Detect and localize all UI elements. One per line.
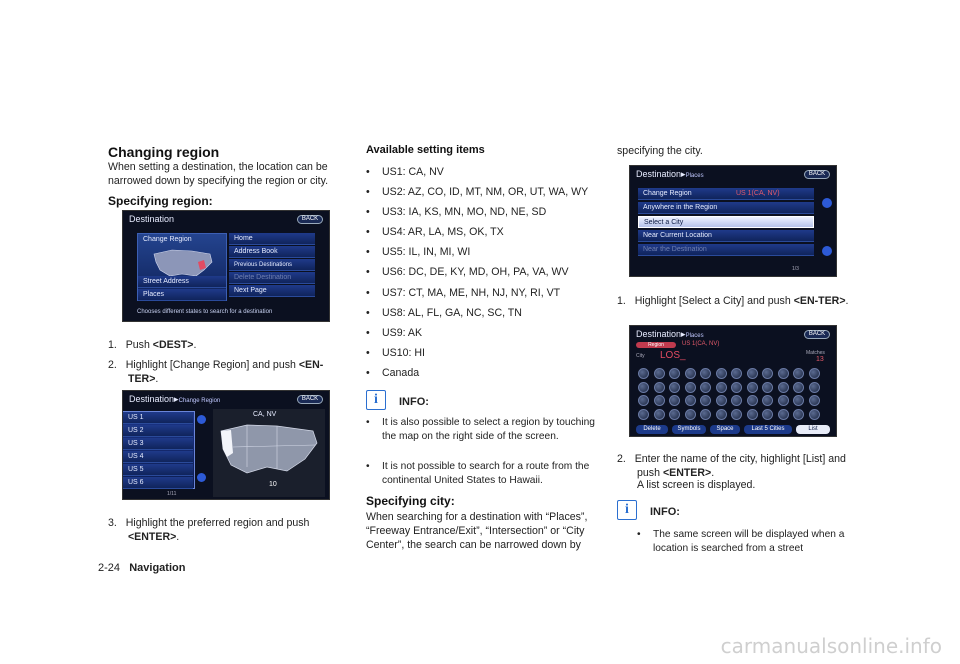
step-end: . bbox=[845, 295, 849, 307]
page-indicator: 1/3 bbox=[792, 266, 799, 272]
info-block bbox=[366, 390, 602, 412]
subheading-region: Specifying region: bbox=[108, 194, 213, 208]
info-item: • The same screen will be displayed when a location is searched from a street bbox=[637, 529, 845, 554]
keyboard-key bbox=[778, 382, 789, 393]
info-item: • It is not possible to search for a route from the continental United States to Hawaii. bbox=[366, 461, 590, 486]
keyboard-key bbox=[778, 368, 789, 379]
keyboard-key bbox=[716, 382, 727, 393]
step-text: Enter the name of the city, highlight [List] and push bbox=[634, 453, 846, 479]
change-region-item: Change Region US 1(CA, NV) bbox=[638, 188, 814, 200]
screen-footer-hint: Chooses different states to search for a destination bbox=[137, 309, 273, 315]
step-text: Highlight the preferred region and push bbox=[125, 517, 310, 529]
symbols-button: Symbols bbox=[672, 425, 706, 434]
key-name: <EN-TER> bbox=[793, 295, 846, 307]
back-button: BACK bbox=[804, 170, 830, 179]
matches-count: 13 bbox=[816, 356, 824, 363]
keyboard-key bbox=[638, 382, 649, 393]
setting-item: • US4: AR, LA, MS, OK, TX bbox=[366, 226, 504, 238]
keyboard-key bbox=[778, 409, 789, 420]
setting-item: • US7: CT, MA, ME, NH, NJ, NY, RI, VT bbox=[366, 287, 561, 299]
matches-label: Matches bbox=[806, 350, 825, 356]
setting-item: • US1: CA, NV bbox=[366, 166, 444, 178]
key-name: <EN-TER> bbox=[128, 359, 324, 385]
keyboard-key bbox=[638, 395, 649, 406]
map-panel bbox=[137, 233, 227, 301]
keyboard-key bbox=[762, 382, 773, 393]
region-list bbox=[123, 411, 195, 489]
keyboard-key bbox=[654, 382, 665, 393]
section-heading: Changing region bbox=[108, 144, 220, 160]
step-3 bbox=[108, 516, 346, 544]
map-number: 10 bbox=[269, 481, 277, 488]
screen-title: Destination▸Places bbox=[636, 169, 704, 179]
info-item: • It is also possible to select a region by touching the map on the right side of the screen. bbox=[366, 417, 595, 442]
section-name: Navigation bbox=[129, 562, 186, 574]
region-map bbox=[213, 409, 325, 497]
page-number: 2-24 bbox=[98, 562, 121, 574]
keyboard-key bbox=[793, 395, 804, 406]
keyboard-key bbox=[685, 409, 696, 420]
region-us6: US 6 bbox=[123, 477, 193, 489]
keyboard-key bbox=[669, 409, 680, 420]
breadcrumb: Change Region bbox=[178, 398, 221, 404]
change-region-item: Change Region bbox=[143, 236, 192, 243]
city-label: City bbox=[636, 353, 645, 359]
keyboard-key bbox=[747, 395, 758, 406]
scroll-controls bbox=[197, 415, 207, 485]
keyboard-key bbox=[731, 409, 742, 420]
step-2 bbox=[108, 358, 346, 386]
near-destination-item: Near the Destination bbox=[638, 244, 814, 256]
delete-destination-item: Delete Destination bbox=[229, 272, 315, 284]
keyboard-key bbox=[716, 409, 727, 420]
scroll-up-icon bbox=[197, 415, 206, 424]
step-2-result: A list screen is displayed. bbox=[637, 479, 756, 491]
keyboard-key bbox=[716, 368, 727, 379]
keyboard-key bbox=[700, 409, 711, 420]
keyboard-key bbox=[716, 395, 727, 406]
scroll-up-icon bbox=[822, 198, 832, 208]
city-input: LOS_ bbox=[660, 350, 686, 361]
breadcrumb: Places bbox=[685, 333, 704, 339]
keyboard-key bbox=[793, 382, 804, 393]
keyboard-key bbox=[731, 382, 742, 393]
list-button: List bbox=[796, 425, 830, 434]
region-value: US 1(CA, NV) bbox=[682, 341, 720, 347]
key-name: <ENTER> bbox=[128, 531, 177, 543]
keyboard-key bbox=[685, 368, 696, 379]
us-regions-map-icon bbox=[217, 423, 321, 483]
keyboard-key bbox=[731, 368, 742, 379]
region-us4: US 4 bbox=[123, 451, 193, 463]
back-button: BACK bbox=[804, 330, 830, 339]
step-end: . bbox=[193, 339, 197, 351]
space-button: Space bbox=[710, 425, 740, 434]
breadcrumb: Places bbox=[685, 173, 704, 179]
last-5-cities-button: Last 5 Cities bbox=[744, 425, 792, 434]
setting-item: • US10: HI bbox=[366, 347, 425, 359]
keyboard-key bbox=[654, 409, 665, 420]
keyboard-key bbox=[809, 409, 820, 420]
places-item: Places bbox=[138, 289, 226, 301]
region-us1: US 1 bbox=[123, 412, 193, 424]
near-current-location-item: Near Current Location bbox=[638, 230, 814, 242]
keyboard-key bbox=[638, 368, 649, 379]
keyboard-key bbox=[747, 382, 758, 393]
map-region-label: CA, NV bbox=[253, 411, 277, 418]
key-name: <ENTER> bbox=[662, 467, 712, 479]
keyboard-key bbox=[762, 368, 773, 379]
intro-paragraph: When setting a destination, the location can be narrowed down by specifying the region or city. bbox=[108, 161, 329, 187]
setting-item: • US6: DC, DE, KY, MD, OH, PA, VA, WV bbox=[366, 266, 569, 278]
keyboard-key bbox=[762, 409, 773, 420]
step-text: Highlight [Change Region] and push bbox=[125, 359, 296, 371]
page-indicator: 1/11 bbox=[167, 491, 177, 497]
watermark: carmanualsonline.info bbox=[720, 634, 942, 658]
info-label: INFO: bbox=[650, 506, 680, 518]
step-number: 3. bbox=[108, 517, 117, 529]
subheading-city: Specifying city: bbox=[366, 494, 455, 508]
step-text: Push bbox=[125, 339, 150, 351]
keyboard-key bbox=[654, 368, 665, 379]
info-icon: i bbox=[617, 500, 637, 520]
keyboard-key bbox=[669, 382, 680, 393]
screen-title: Destination▸Change Region bbox=[129, 394, 221, 404]
keyboard-key bbox=[700, 395, 711, 406]
keyboard-key bbox=[731, 395, 742, 406]
region-tag: Region bbox=[636, 342, 676, 348]
back-button: BACK bbox=[297, 395, 323, 404]
keyboard-key bbox=[809, 368, 820, 379]
right-menu bbox=[229, 233, 315, 301]
step-1 bbox=[617, 294, 857, 308]
screenshot-destination-menu bbox=[122, 210, 330, 322]
back-button: BACK bbox=[297, 215, 323, 224]
keyboard-key bbox=[685, 395, 696, 406]
keyboard-grid bbox=[638, 368, 828, 422]
step-1 bbox=[108, 338, 346, 352]
step-number: 2. bbox=[108, 359, 117, 371]
address-book-item: Address Book bbox=[229, 246, 315, 258]
region-us3: US 3 bbox=[123, 438, 193, 450]
setting-item: • Canada bbox=[366, 367, 420, 379]
info-block bbox=[617, 500, 857, 522]
step-number: 2. bbox=[617, 453, 626, 465]
region-value: US 1(CA, NV) bbox=[736, 190, 780, 197]
scroll-down-icon bbox=[822, 246, 832, 256]
city-paragraph: When searching for a destination with “Places”, “Freeway Entrance/Exit”, “Intersection” or “City Center”, the search can be narrowed down by bbox=[366, 511, 588, 551]
street-address-item: Street Address bbox=[138, 276, 226, 288]
keyboard-key bbox=[793, 368, 804, 379]
keyboard-key bbox=[685, 382, 696, 393]
screen-title: Destination▸Places bbox=[636, 329, 704, 339]
available-items-heading: Available setting items bbox=[366, 144, 485, 156]
keyboard-key bbox=[669, 395, 680, 406]
next-page-item: Next Page bbox=[229, 285, 315, 297]
select-city-item: Select a City bbox=[638, 216, 814, 228]
step-number: 1. bbox=[617, 295, 626, 307]
scroll-down-icon bbox=[197, 473, 206, 482]
step-number: 1. bbox=[108, 339, 117, 351]
keyboard-key bbox=[747, 409, 758, 420]
home-item: Home bbox=[229, 233, 315, 245]
step-end: . bbox=[711, 467, 715, 479]
info-label: INFO: bbox=[399, 396, 429, 408]
step-2 bbox=[617, 452, 857, 480]
screen-title: Destination bbox=[129, 214, 175, 224]
keyboard-key bbox=[747, 368, 758, 379]
keyboard-key bbox=[654, 395, 665, 406]
continued-text: specifying the city. bbox=[617, 145, 703, 157]
places-menu bbox=[638, 188, 814, 256]
setting-item: • US2: AZ, CO, ID, MT, NM, OR, UT, WA, WY bbox=[366, 186, 589, 198]
screenshot-places-menu bbox=[629, 165, 837, 277]
keyboard-key bbox=[638, 409, 649, 420]
keyboard-key bbox=[700, 382, 711, 393]
setting-item: • US5: IL, IN, MI, WI bbox=[366, 246, 471, 258]
keyboard-key bbox=[700, 368, 711, 379]
screenshot-city-keyboard bbox=[629, 325, 837, 437]
anywhere-item: Anywhere in the Region bbox=[638, 202, 814, 214]
page-footer bbox=[98, 562, 185, 574]
setting-item: • US8: AL, FL, GA, NC, SC, TN bbox=[366, 307, 522, 319]
region-us5: US 5 bbox=[123, 464, 193, 476]
keyboard-buttons bbox=[636, 425, 832, 435]
previous-destinations-item: Previous Destinations bbox=[229, 259, 315, 271]
info-icon: i bbox=[366, 390, 386, 410]
step-end: . bbox=[176, 531, 180, 543]
screenshot-change-region bbox=[122, 390, 330, 500]
delete-button: Delete bbox=[636, 425, 668, 434]
keyboard-key bbox=[762, 395, 773, 406]
setting-item: • US9: AK bbox=[366, 327, 423, 339]
keyboard-key bbox=[793, 409, 804, 420]
setting-item: • US3: IA, KS, MN, MO, ND, NE, SD bbox=[366, 206, 547, 218]
key-name: <DEST> bbox=[152, 339, 194, 351]
keyboard-key bbox=[809, 382, 820, 393]
keyboard-key bbox=[669, 368, 680, 379]
keyboard-key bbox=[809, 395, 820, 406]
step-text: Highlight [Select a City] and push bbox=[634, 295, 791, 307]
region-us2: US 2 bbox=[123, 425, 193, 437]
keyboard-key bbox=[778, 395, 789, 406]
step-end: . bbox=[155, 373, 159, 385]
